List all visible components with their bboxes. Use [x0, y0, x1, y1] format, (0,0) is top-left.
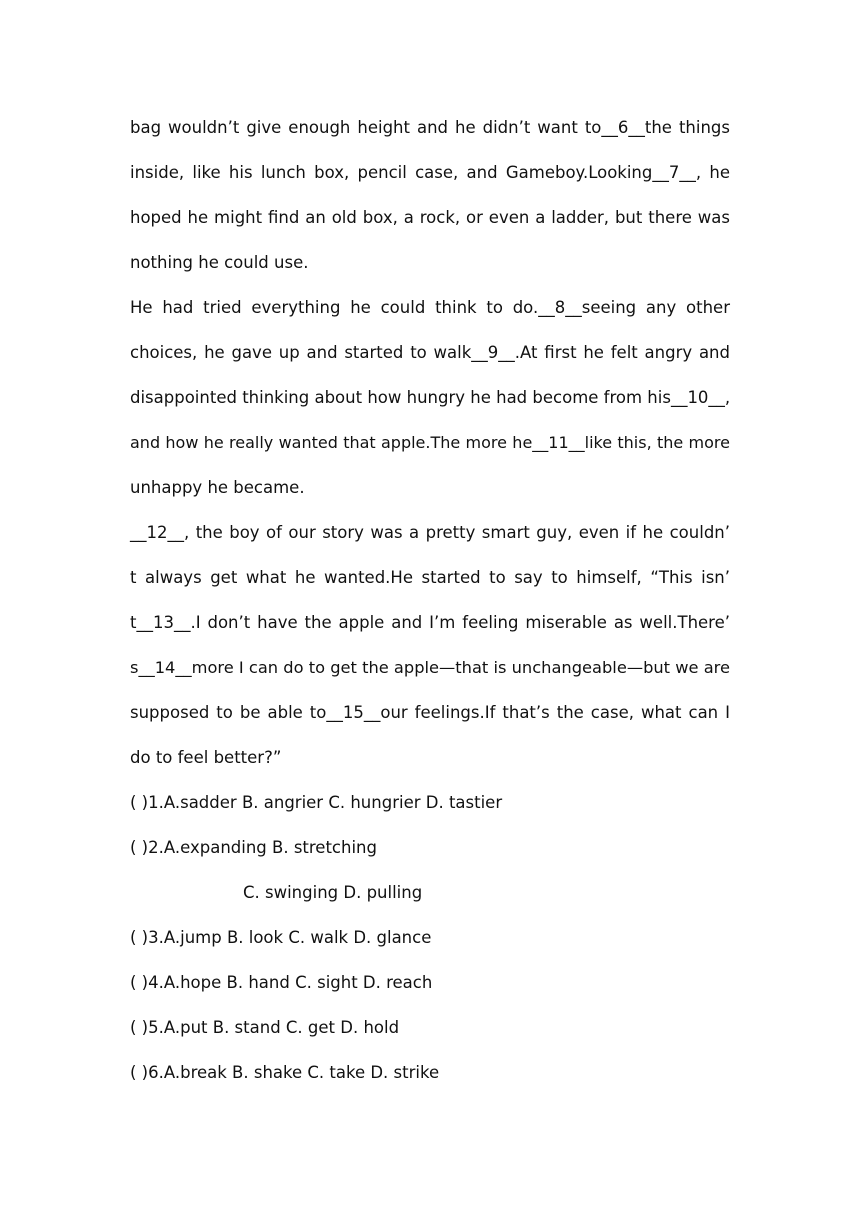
- passage-line-6: choices, he gave up and started to walk__9__.At first he felt angry and: [130, 343, 730, 362]
- question-6-options: ( )6.A.break B. shake C. take D. strike: [130, 1063, 440, 1082]
- passage-line-11: t always get what he wanted.He started to say to himself, “This isn’: [130, 568, 730, 587]
- question-2-options-continued: C. swinging D. pulling: [243, 883, 423, 902]
- passage-line-13: s__14__more I can do to get the apple—that is unchangeable—but we are: [130, 658, 730, 677]
- passage-line-9: unhappy he became.: [130, 478, 305, 497]
- question-1-options: ( )1.A.sadder B. angrier C. hungrier D. tastier: [130, 793, 503, 812]
- question-2-options: ( )2.A.expanding B. stretching: [130, 838, 377, 857]
- passage-line-14: supposed to be able to__15__our feelings.If that’s the case, what can I: [130, 703, 730, 722]
- passage-line-1: bag wouldn’t give enough height and he didn’t want to__6__the things: [130, 118, 730, 137]
- question-5-options: ( )5.A.put B. stand C. get D. hold: [130, 1018, 400, 1037]
- passage-line-7: disappointed thinking about how hungry he had become from his__10__,: [130, 388, 731, 407]
- question-3-options: ( )3.A.jump B. look C. walk D. glance: [130, 928, 432, 947]
- passage-line-15: do to feel better?”: [130, 748, 282, 767]
- passage-line-2: inside, like his lunch box, pencil case, and Gameboy.Looking__7__, he: [130, 163, 730, 182]
- passage-line-3: hoped he might find an old box, a rock, or even a ladder, but there was: [130, 208, 730, 227]
- passage-line-10: __12__, the boy of our story was a pretty smart guy, even if he couldn’: [130, 523, 730, 542]
- passage-line-5: He had tried everything he could think to do.__8__seeing any other: [130, 298, 730, 317]
- passage-line-8: and how he really wanted that apple.The more he__11__like this, the more: [130, 433, 730, 452]
- passage-line-12: t__13__.I don’t have the apple and I’m feeling miserable as well.There’: [130, 613, 730, 632]
- question-4-options: ( )4.A.hope B. hand C. sight D. reach: [130, 973, 433, 992]
- passage-line-4: nothing he could use.: [130, 253, 309, 272]
